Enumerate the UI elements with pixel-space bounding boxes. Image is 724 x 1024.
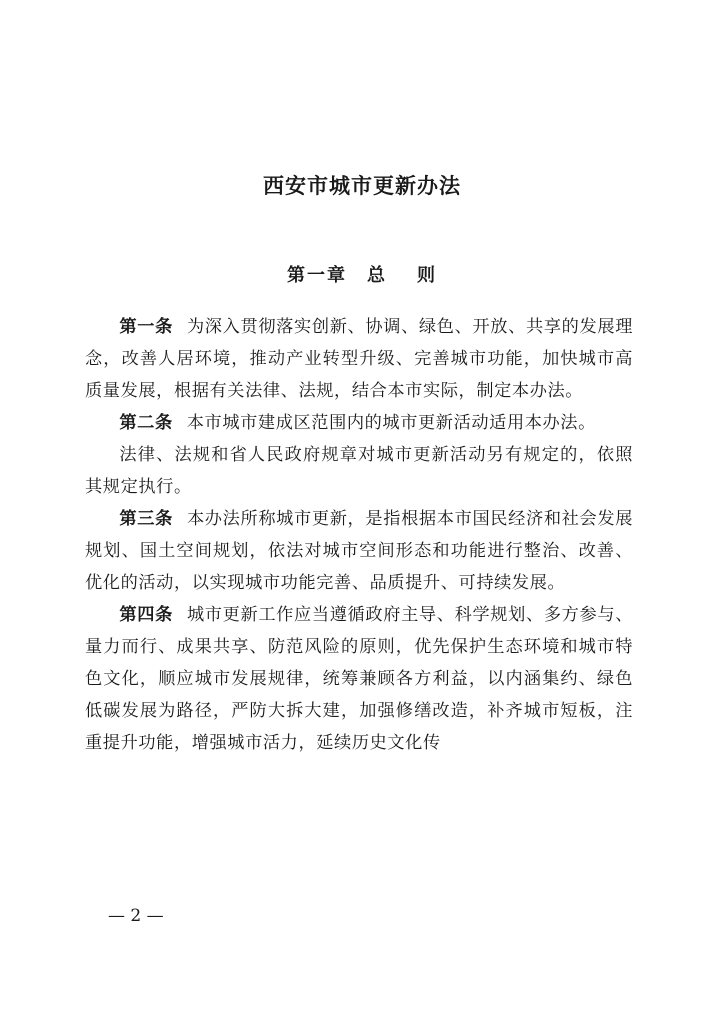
article-text: 法律、法规和省人民政府规章对城市更新活动另有规定的，依照其规定执行。	[85, 445, 633, 497]
paragraph-article-2	[85, 407, 633, 439]
chapter-name-part1: 总	[367, 265, 387, 286]
article-label: 第三条	[119, 509, 173, 529]
paragraph-article-4	[85, 599, 633, 759]
article-text: 本市城市建成区范围内的城市更新活动适用本办法。	[186, 413, 596, 433]
paragraph-article-3	[85, 503, 633, 599]
paragraph-article-2-cont	[85, 439, 633, 503]
document-body	[85, 311, 633, 759]
article-label: 第一条	[119, 317, 173, 337]
article-label: 第四条	[119, 605, 173, 625]
chapter-heading	[0, 261, 724, 287]
paragraph-article-1	[85, 311, 633, 407]
document-title: 西安市城市更新办法	[263, 173, 461, 198]
chapter-number: 第一章	[287, 265, 347, 286]
article-label: 第二条	[119, 413, 173, 433]
article-text: 为深入贯彻落实创新、协调、绿色、开放、共享的发展理念，改善人居环境，推动产业转型升级、完善城市功能，加快城市高质量发展，根据有关法律、法规，结合本市实际，制定本办法。	[85, 317, 633, 401]
chapter-name-part2: 则	[417, 265, 437, 286]
page-number: — 2 —	[108, 906, 164, 926]
article-text: 本办法所称城市更新，是指根据本市国民经济和社会发展规划、国土空间规划，依法对城市空间形态和功能进行整治、改善、优化的活动，以实现城市功能完善、品质提升、可持续发展。	[85, 509, 633, 593]
article-text: 城市更新工作应当遵循政府主导、科学规划、多方参与、量力而行、成果共享、防范风险的原则，优先保护生态环境和城市特色文化，顺应城市发展规律，统筹兼顾各方利益，以内涵集约、绿色低碳发展为路径，严防大拆大建，加强修缮改造，补齐城市短板，注重提升功能，增强城市活力，延续历史文化传	[85, 605, 633, 753]
